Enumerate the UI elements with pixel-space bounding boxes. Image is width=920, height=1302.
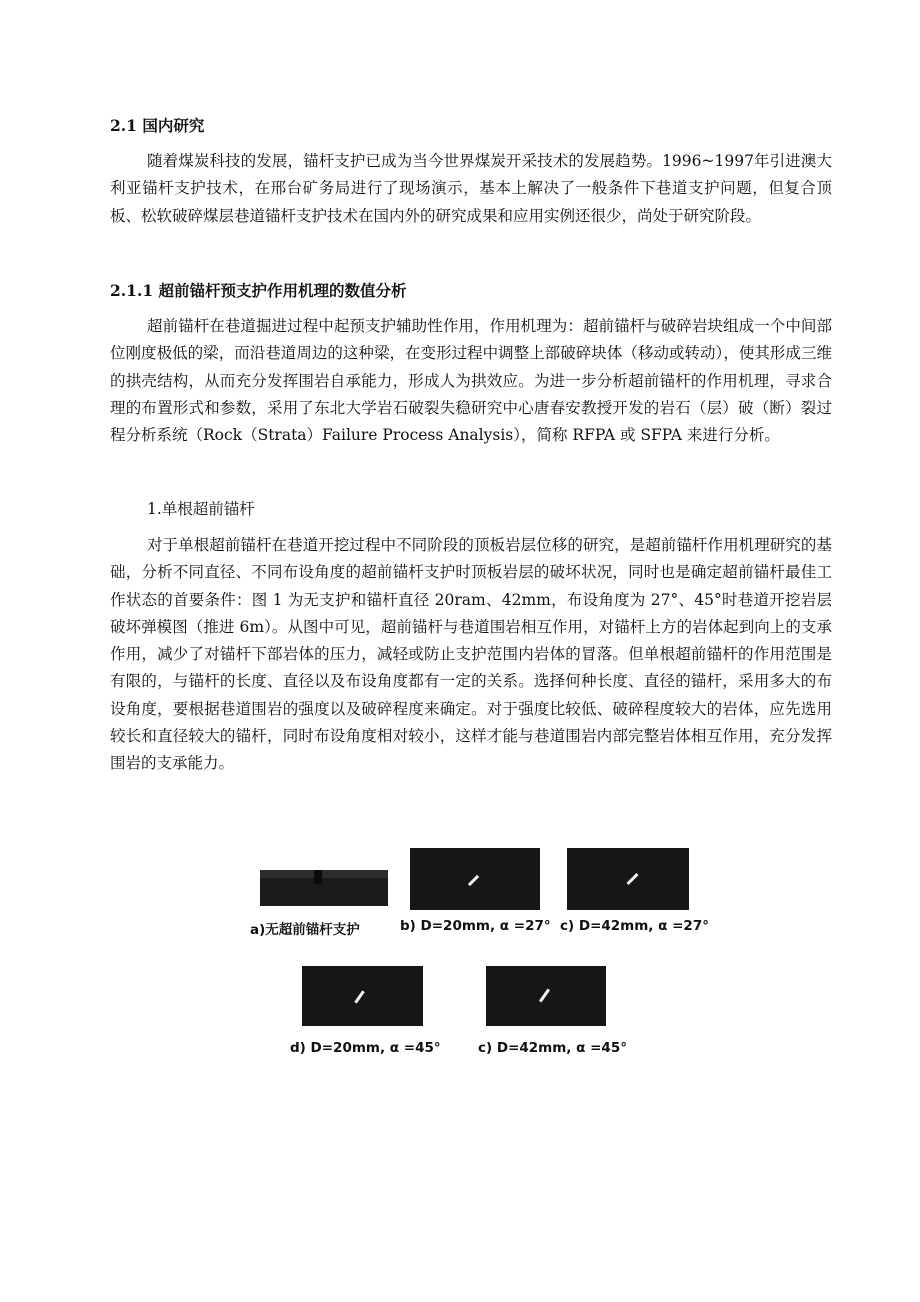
figure-panel-c (567, 848, 689, 910)
subsection-heading: 2.1.1 超前锚杆预支护作用机理的数值分析 (110, 281, 407, 300)
item-paragraph: 对于单根超前锚杆在巷道开挖过程中不同阶段的顶板岩层位移的研究，是超前锚杆作用机理研究的基础，分析不同直径、不同布设角度的超前锚杆支护时顶板岩层的破坏状况，同时也是确定超前锚杆最佳工作状态的首要条件：图 1 为无支护和锚杆直径 20ram、42mm，布设角度为 27°、45°时巷道开挖岩层破坏弹模图（推进 6m）。从图中可见，超前锚杆与巷道围岩相互作用，对锚杆上方的岩体起到向上的支承作用，减少了对锚杆下部岩体的压力，减轻或防止支护范围内岩体的冒落。但单根超前锚杆的作用范围是有限的，与锚杆的长度、直径以及布设角度都有一定的关系。选择何种长度、直径的锚杆，采用多大的布设角度，要根据巷道围岩的强度以及破碎程度来确定。对于强度比较低、破碎程度较大的岩体，应先选用较长和直径较大的锚杆，同时布设角度相对较小，这样才能与巷道围岩内部完整岩体相互作用，充分发挥围岩的支承能力。 (110, 536, 832, 773)
figure-caption-e: c) D=42mm, α =45° (478, 1040, 627, 1056)
crack-mark (354, 990, 364, 1003)
crack-mark (539, 988, 550, 1002)
figure-caption-a: a)无超前锚杆支护 (250, 922, 360, 938)
figure-caption-d: d) D=20mm, α =45° (290, 1040, 441, 1056)
item-heading: 1.单根超前锚杆 (147, 500, 255, 518)
figure-panel-a (260, 870, 388, 906)
collapse-mark (314, 870, 322, 884)
crack-mark (626, 873, 638, 885)
section-paragraph: 随着煤炭科技的发展，锚杆支护已成为当今世界煤炭开采技术的发展趋势。1996~1997年引进澳大利亚锚杆支护技术，在邢台矿务局进行了现场演示，基本上解决了一般条件下巷道支护问题，但复合顶板、松软破碎煤层巷道锚杆支护技术在国内外的研究成果和应用实例还很少，尚处于研究阶段。 (110, 152, 832, 225)
figure-panel-b (410, 848, 540, 910)
section-heading: 2.1 国内研究 (110, 116, 205, 135)
surface-strata (260, 870, 388, 878)
figure-caption-c: c) D=42mm, α =27° (560, 918, 709, 934)
figure-panel-e (486, 966, 606, 1026)
subsection-paragraph: 超前锚杆在巷道掘进过程中起预支护辅助性作用，作用机理为：超前锚杆与破碎岩块组成一个中间部位刚度极低的梁，而沿巷道周边的这种梁，在变形过程中调整上部破碎块体（移动或转动），使其形成三维的拱壳结构，从而充分发挥围岩自承能力，形成人为拱效应。为进一步分析超前锚杆的作用机理，寻求合理的布置形式和参数，采用了东北大学岩石破裂失稳研究中心唐春安教授开发的岩石（层）破（断）裂过程分析系统（Rock（Strata）Failure Process Analysis），简称 RFPA 或 SFPA 来进行分析。 (110, 317, 832, 445)
figure-caption-b: b) D=20mm, α =27° (400, 918, 551, 934)
crack-mark (468, 875, 479, 886)
figure-panel-d (302, 966, 423, 1026)
